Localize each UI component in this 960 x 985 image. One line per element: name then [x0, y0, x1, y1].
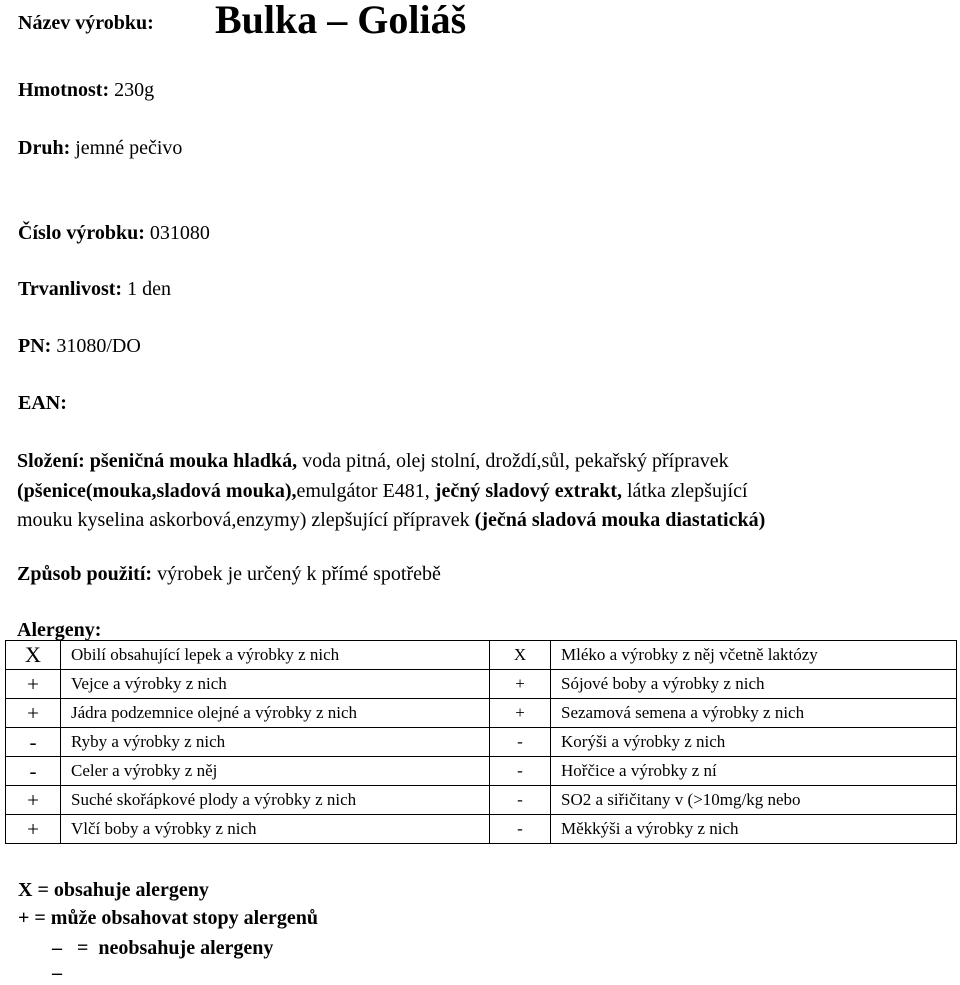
- table-row: [6, 641, 957, 670]
- composition-line-3: [17, 506, 957, 536]
- ean-row: [18, 392, 67, 415]
- legend-contains: X = obsahuje alergeny: [18, 879, 209, 901]
- allergen-name: Vlčí boby a výrobky z nich: [61, 815, 490, 844]
- allergen-name: Celer a výrobky z něj: [61, 757, 490, 786]
- allergens-table: [5, 640, 957, 844]
- allergen-mark: X: [6, 641, 61, 670]
- shelf-life-label: Trvanlivost:: [18, 278, 123, 300]
- composition-text: pšeničná mouka hladká,: [89, 450, 298, 472]
- legend-dash: –: [52, 962, 62, 984]
- allergen-mark: +: [6, 670, 61, 699]
- composition-text: voda pitná, olej stolní, droždí,sůl, pekařský přípravek: [297, 450, 729, 472]
- type-value: jemné pečivo: [75, 137, 183, 159]
- type-row: [18, 137, 182, 160]
- table-row: [6, 670, 957, 699]
- allergen-mark: -: [490, 728, 551, 757]
- allergens-label: Alergeny:: [17, 619, 102, 641]
- allergen-name: SO2 a siřičitany v (>10mg/kg nebo: [551, 786, 957, 815]
- ean-label: EAN:: [18, 392, 67, 414]
- composition-text: ječný sladový extrakt,: [434, 479, 622, 502]
- number-value: 031080: [149, 222, 210, 244]
- allergen-mark: +: [490, 699, 551, 728]
- allergen-name: Mléko a výrobky z něj včetně laktózy: [551, 641, 957, 670]
- table-row: [6, 699, 957, 728]
- allergen-name: Suché skořápkové plody a výrobky z nich: [61, 786, 490, 815]
- weight-value: 230g: [114, 79, 155, 101]
- allergen-name: Sójové boby a výrobky z nich: [551, 670, 957, 699]
- composition-text: (pšenice(mouka,sladová mouka),: [17, 479, 297, 502]
- allergen-mark: -: [6, 728, 61, 757]
- composition-block: [17, 447, 957, 536]
- allergen-mark: X: [490, 641, 551, 670]
- allergen-name: Vejce a výrobky z nich: [61, 670, 490, 699]
- allergen-mark: +: [6, 786, 61, 815]
- weight-row: [18, 79, 154, 102]
- number-label: Číslo výrobku:: [18, 222, 145, 244]
- pn-value: 31080/DO: [56, 335, 141, 357]
- allergen-mark: -: [6, 757, 61, 786]
- table-row: [6, 786, 957, 815]
- allergen-name: Korýši a výrobky z nich: [551, 728, 957, 757]
- pn-row: [18, 335, 141, 358]
- shelf-life-row: [18, 278, 171, 301]
- allergen-name: Jádra podzemnice olejné a výrobky z nich: [61, 699, 490, 728]
- allergen-mark: +: [6, 815, 61, 844]
- table-row: [6, 815, 957, 844]
- usage-text: výrobek je určený k přímé spotřebě: [157, 563, 441, 585]
- composition-text: (ječná sladová mouka diastatická): [474, 509, 766, 531]
- allergen-name: Měkkýši a výrobky z nich: [551, 815, 957, 844]
- allergen-name: Obilí obsahující lepek a výrobky z nich: [61, 641, 490, 670]
- allergen-name: Ryby a výrobky z nich: [61, 728, 490, 757]
- usage-row: [17, 563, 441, 586]
- composition-text: látka zlepšující: [622, 479, 748, 502]
- table-row: [6, 757, 957, 786]
- weight-label: Hmotnost:: [18, 79, 110, 101]
- type-label: Druh:: [18, 137, 71, 159]
- legend-may-contain: + = může obsahovat stopy alergenů: [18, 907, 319, 929]
- allergen-mark: +: [490, 670, 551, 699]
- product-name: Bulka – Goliáš: [215, 0, 467, 42]
- allergen-name: Sezamová semena a výrobky z nich: [551, 699, 957, 728]
- composition-line-2: [17, 477, 957, 507]
- pn-label: PN:: [18, 335, 52, 357]
- allergen-mark: +: [6, 699, 61, 728]
- allergen-name: Hořčice a výrobky z ní: [551, 757, 957, 786]
- product-name-label: Název výrobku:: [18, 12, 154, 34]
- allergen-mark: -: [490, 757, 551, 786]
- shelf-life-value: 1 den: [127, 278, 171, 300]
- usage-label: Způsob použití:: [17, 563, 153, 585]
- table-row: [6, 728, 957, 757]
- composition-text: mouku kyselina askorbová,enzymy) zlepšující přípravek: [17, 509, 475, 531]
- composition-label: Složení:: [17, 450, 85, 472]
- composition-text: emulgátor E481,: [296, 479, 435, 502]
- legend-not-contains: – = neobsahuje alergeny: [52, 937, 274, 959]
- number-row: [18, 222, 210, 245]
- allergen-mark: -: [490, 786, 551, 815]
- allergen-mark: -: [490, 815, 551, 844]
- composition-line-1: [17, 447, 957, 477]
